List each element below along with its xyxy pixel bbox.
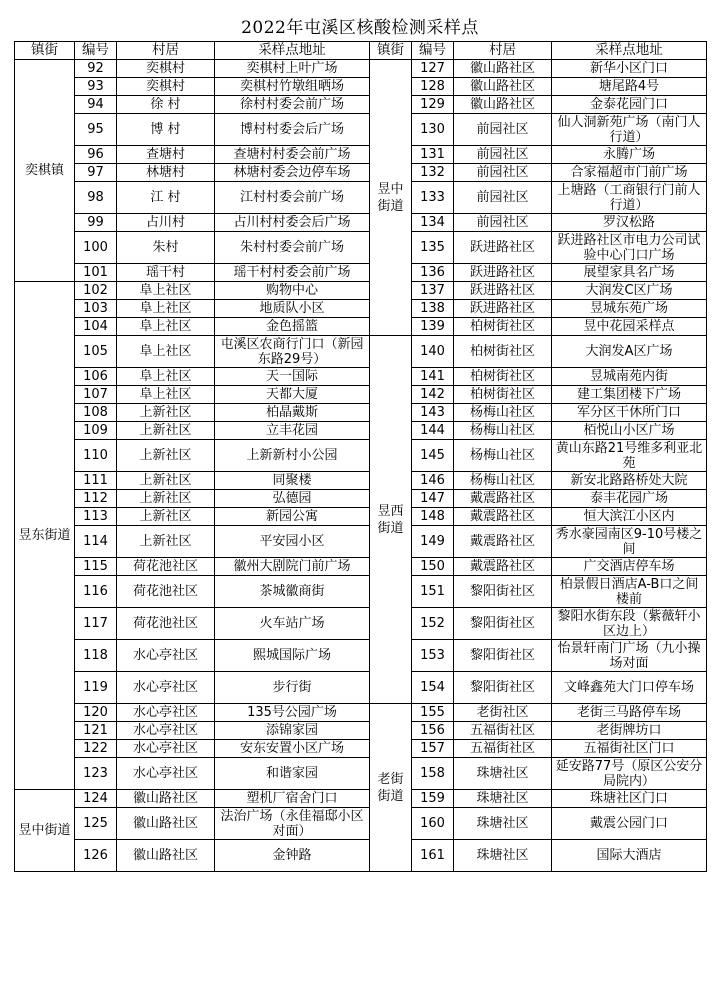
table-row bbox=[15, 232, 707, 264]
sample-address: 添锦家园 bbox=[215, 722, 370, 740]
village-name: 黎阳街社区 bbox=[454, 576, 552, 608]
table-row bbox=[15, 422, 707, 440]
village-name: 上新社区 bbox=[117, 404, 215, 422]
sample-address: 购物中心 bbox=[215, 282, 370, 300]
sample-number: 115 bbox=[75, 558, 117, 576]
sample-number: 144 bbox=[412, 422, 454, 440]
table-row bbox=[15, 490, 707, 508]
village-name: 水心亭社区 bbox=[117, 722, 215, 740]
sample-address: 泰丰花园广场 bbox=[552, 490, 707, 508]
table-row bbox=[15, 264, 707, 282]
sample-address: 地质队小区 bbox=[215, 300, 370, 318]
sample-address: 博村村委会后广场 bbox=[215, 114, 370, 146]
sample-number: 127 bbox=[412, 60, 454, 78]
sample-address: 昱城南苑内街 bbox=[552, 368, 707, 386]
village-name: 跃进路社区 bbox=[454, 232, 552, 264]
sample-address: 和谐家园 bbox=[215, 758, 370, 790]
table-row bbox=[15, 526, 707, 558]
sample-number: 151 bbox=[412, 576, 454, 608]
sample-address: 徐村村委会前广场 bbox=[215, 96, 370, 114]
header-village: 村居 bbox=[454, 42, 552, 60]
table-row bbox=[15, 508, 707, 526]
sample-number: 157 bbox=[412, 740, 454, 758]
sample-number: 109 bbox=[75, 422, 117, 440]
table-row bbox=[15, 318, 707, 336]
table-row bbox=[15, 386, 707, 404]
village-name: 五福街社区 bbox=[454, 740, 552, 758]
table-row bbox=[15, 704, 707, 722]
village-name: 上新社区 bbox=[117, 440, 215, 472]
sample-number: 138 bbox=[412, 300, 454, 318]
sample-address: 屯溪区农商行门口（新园东路29号） bbox=[215, 336, 370, 368]
village-name: 阜上社区 bbox=[117, 318, 215, 336]
sample-address: 奕棋村上叶广场 bbox=[215, 60, 370, 78]
village-name: 杨梅山社区 bbox=[454, 472, 552, 490]
village-name: 瑶干村 bbox=[117, 264, 215, 282]
sampling-points-table bbox=[14, 41, 707, 872]
sample-address: 老街牌坊口 bbox=[552, 722, 707, 740]
village-name: 水心亭社区 bbox=[117, 740, 215, 758]
table-row bbox=[15, 472, 707, 490]
sample-number: 111 bbox=[75, 472, 117, 490]
village-name: 前园社区 bbox=[454, 214, 552, 232]
sample-number: 107 bbox=[75, 386, 117, 404]
sample-number: 113 bbox=[75, 508, 117, 526]
table-row bbox=[15, 114, 707, 146]
table-row bbox=[15, 60, 707, 78]
village-name: 徽山路社区 bbox=[454, 78, 552, 96]
sample-number: 136 bbox=[412, 264, 454, 282]
table-row bbox=[15, 576, 707, 608]
sample-number: 142 bbox=[412, 386, 454, 404]
sample-address: 安东安置小区广场 bbox=[215, 740, 370, 758]
sample-address: 黄山东路21号维多利亚北苑 bbox=[552, 440, 707, 472]
sample-number: 122 bbox=[75, 740, 117, 758]
village-name: 占川村 bbox=[117, 214, 215, 232]
sample-number: 158 bbox=[412, 758, 454, 790]
sample-number: 128 bbox=[412, 78, 454, 96]
table-row bbox=[15, 282, 707, 300]
sample-address: 天一国际 bbox=[215, 368, 370, 386]
sample-number: 93 bbox=[75, 78, 117, 96]
sample-address: 黎阳水街东段（紫薇轩小区边上） bbox=[552, 608, 707, 640]
sample-address: 珠塘社区门口 bbox=[552, 790, 707, 808]
village-name: 老街社区 bbox=[454, 704, 552, 722]
town-cell-yudong: 昱东街道 bbox=[15, 282, 75, 790]
sample-number: 116 bbox=[75, 576, 117, 608]
sample-address: 江村村委会前广场 bbox=[215, 182, 370, 214]
sample-number: 106 bbox=[75, 368, 117, 386]
sample-address: 柏景假日酒店A-B口之间楼前 bbox=[552, 576, 707, 608]
table-row bbox=[15, 740, 707, 758]
village-name: 跃进路社区 bbox=[454, 300, 552, 318]
town-cell-yuzhong_left: 昱中街道 bbox=[15, 790, 75, 872]
sample-number: 132 bbox=[412, 164, 454, 182]
sample-address: 塑机厂宿舍门口 bbox=[215, 790, 370, 808]
sample-number: 103 bbox=[75, 300, 117, 318]
sample-number: 118 bbox=[75, 640, 117, 672]
sample-address: 新园公寓 bbox=[215, 508, 370, 526]
sample-number: 129 bbox=[412, 96, 454, 114]
sample-number: 156 bbox=[412, 722, 454, 740]
table-row bbox=[15, 722, 707, 740]
sample-number: 146 bbox=[412, 472, 454, 490]
sample-address: 塘尾路4号 bbox=[552, 78, 707, 96]
table-row bbox=[15, 164, 707, 182]
sample-address: 怡景轩南门广场（九小操场对面 bbox=[552, 640, 707, 672]
table-row bbox=[15, 558, 707, 576]
village-name: 奕棋村 bbox=[117, 60, 215, 78]
sample-number: 160 bbox=[412, 808, 454, 840]
sample-number: 100 bbox=[75, 232, 117, 264]
sample-number: 147 bbox=[412, 490, 454, 508]
village-name: 戴震路社区 bbox=[454, 558, 552, 576]
sample-address: 朱村村委会前广场 bbox=[215, 232, 370, 264]
header-num: 编号 bbox=[75, 42, 117, 60]
town-cell-yiqi: 奕棋镇 bbox=[15, 60, 75, 282]
village-name: 阜上社区 bbox=[117, 300, 215, 318]
village-name: 江 村 bbox=[117, 182, 215, 214]
sample-number: 135 bbox=[412, 232, 454, 264]
sample-number: 150 bbox=[412, 558, 454, 576]
sample-address: 查塘村村委会前广场 bbox=[215, 146, 370, 164]
village-name: 奕棋村 bbox=[117, 78, 215, 96]
header-village: 村居 bbox=[117, 42, 215, 60]
village-name: 徽山路社区 bbox=[117, 790, 215, 808]
village-name: 荷花池社区 bbox=[117, 608, 215, 640]
village-name: 徽山路社区 bbox=[454, 60, 552, 78]
document bbox=[14, 15, 706, 872]
table-row bbox=[15, 300, 707, 318]
village-name: 五福街社区 bbox=[454, 722, 552, 740]
village-name: 黎阳街社区 bbox=[454, 608, 552, 640]
village-name: 杨梅山社区 bbox=[454, 404, 552, 422]
town-cell-yuzhong_right: 昱中街道 bbox=[370, 60, 412, 336]
village-name: 荷花池社区 bbox=[117, 576, 215, 608]
sample-number: 141 bbox=[412, 368, 454, 386]
sample-number: 96 bbox=[75, 146, 117, 164]
village-name: 戴震路社区 bbox=[454, 526, 552, 558]
sample-address: 瑶干村村委会前广场 bbox=[215, 264, 370, 282]
sample-number: 95 bbox=[75, 114, 117, 146]
sample-number: 134 bbox=[412, 214, 454, 232]
village-name: 杨梅山社区 bbox=[454, 422, 552, 440]
village-name: 珠塘社区 bbox=[454, 808, 552, 840]
sample-number: 143 bbox=[412, 404, 454, 422]
table-row bbox=[15, 336, 707, 368]
sample-address: 广交酒店停车场 bbox=[552, 558, 707, 576]
sample-address: 合家福超市门前广场 bbox=[552, 164, 707, 182]
page-title: 2022年屯溪区核酸检测采样点 bbox=[241, 18, 479, 38]
village-name: 荷花池社区 bbox=[117, 558, 215, 576]
sample-address: 上塘路（工商银行门前人行道） bbox=[552, 182, 707, 214]
sample-number: 110 bbox=[75, 440, 117, 472]
table-row bbox=[15, 758, 707, 790]
table-row bbox=[15, 440, 707, 472]
village-name: 阜上社区 bbox=[117, 368, 215, 386]
sample-number: 121 bbox=[75, 722, 117, 740]
village-name: 珠塘社区 bbox=[454, 758, 552, 790]
sample-number: 114 bbox=[75, 526, 117, 558]
sample-number: 101 bbox=[75, 264, 117, 282]
sample-number: 139 bbox=[412, 318, 454, 336]
sample-number: 161 bbox=[412, 840, 454, 872]
sample-number: 119 bbox=[75, 672, 117, 704]
table-row bbox=[15, 790, 707, 808]
sample-address: 立丰花园 bbox=[215, 422, 370, 440]
sample-address: 步行街 bbox=[215, 672, 370, 704]
sample-number: 148 bbox=[412, 508, 454, 526]
village-name: 阜上社区 bbox=[117, 386, 215, 404]
table-row bbox=[15, 96, 707, 114]
village-name: 前园社区 bbox=[454, 164, 552, 182]
village-name: 阜上社区 bbox=[117, 336, 215, 368]
sample-number: 123 bbox=[75, 758, 117, 790]
sample-number: 108 bbox=[75, 404, 117, 422]
sample-number: 159 bbox=[412, 790, 454, 808]
sample-address: 大润发C区广场 bbox=[552, 282, 707, 300]
table-row bbox=[15, 640, 707, 672]
village-name: 博 村 bbox=[117, 114, 215, 146]
sample-number: 152 bbox=[412, 608, 454, 640]
sample-number: 154 bbox=[412, 672, 454, 704]
sample-address: 弘德园 bbox=[215, 490, 370, 508]
sample-address: 戴震公园门口 bbox=[552, 808, 707, 840]
sample-number: 102 bbox=[75, 282, 117, 300]
sample-address: 新安北路路桥处大院 bbox=[552, 472, 707, 490]
sample-address: 建工集团楼下广场 bbox=[552, 386, 707, 404]
sample-address: 昱城东苑广场 bbox=[552, 300, 707, 318]
sample-address: 金钟路 bbox=[215, 840, 370, 872]
village-name: 水心亭社区 bbox=[117, 758, 215, 790]
sample-number: 137 bbox=[412, 282, 454, 300]
table-header-row bbox=[15, 42, 707, 60]
sample-number: 92 bbox=[75, 60, 117, 78]
village-name: 柏树街社区 bbox=[454, 336, 552, 368]
sample-address: 永腾广场 bbox=[552, 146, 707, 164]
sample-number: 117 bbox=[75, 608, 117, 640]
sample-address: 上新新村小公园 bbox=[215, 440, 370, 472]
sample-address: 大润发A区广场 bbox=[552, 336, 707, 368]
village-name: 前园社区 bbox=[454, 114, 552, 146]
village-name: 阜上社区 bbox=[117, 282, 215, 300]
sample-number: 99 bbox=[75, 214, 117, 232]
table-row bbox=[15, 672, 707, 704]
village-name: 前园社区 bbox=[454, 182, 552, 214]
sample-address: 文峰鑫苑大门口停车场 bbox=[552, 672, 707, 704]
sample-address: 秀水豪园南区9-10号楼之间 bbox=[552, 526, 707, 558]
header-town: 镇街 bbox=[15, 42, 75, 60]
sample-address: 柏晶戴斯 bbox=[215, 404, 370, 422]
table-row bbox=[15, 808, 707, 840]
village-name: 杨梅山社区 bbox=[454, 440, 552, 472]
sample-address: 老街三马路停车场 bbox=[552, 704, 707, 722]
village-name: 林塘村 bbox=[117, 164, 215, 182]
village-name: 上新社区 bbox=[117, 490, 215, 508]
village-name: 柏树街社区 bbox=[454, 386, 552, 404]
village-name: 上新社区 bbox=[117, 472, 215, 490]
header-num: 编号 bbox=[412, 42, 454, 60]
sample-number: 120 bbox=[75, 704, 117, 722]
sample-number: 105 bbox=[75, 336, 117, 368]
header-address: 采样点地址 bbox=[552, 42, 707, 60]
village-name: 前园社区 bbox=[454, 146, 552, 164]
sample-address: 法治广场（永佳福邸小区对面） bbox=[215, 808, 370, 840]
sample-address: 同聚楼 bbox=[215, 472, 370, 490]
village-name: 查塘村 bbox=[117, 146, 215, 164]
village-name: 跃进路社区 bbox=[454, 282, 552, 300]
sample-number: 133 bbox=[412, 182, 454, 214]
village-name: 上新社区 bbox=[117, 508, 215, 526]
village-name: 徐 村 bbox=[117, 96, 215, 114]
sample-number: 153 bbox=[412, 640, 454, 672]
sample-address: 恒大滨江小区内 bbox=[552, 508, 707, 526]
sample-address: 展望家具名广场 bbox=[552, 264, 707, 282]
sample-number: 145 bbox=[412, 440, 454, 472]
sample-address: 火车站广场 bbox=[215, 608, 370, 640]
village-name: 跃进路社区 bbox=[454, 264, 552, 282]
sample-address: 徽州大剧院门前广场 bbox=[215, 558, 370, 576]
village-name: 上新社区 bbox=[117, 526, 215, 558]
sample-number: 155 bbox=[412, 704, 454, 722]
village-name: 水心亭社区 bbox=[117, 704, 215, 722]
sample-address: 五福街社区门口 bbox=[552, 740, 707, 758]
sample-address: 新华小区门口 bbox=[552, 60, 707, 78]
sample-number: 126 bbox=[75, 840, 117, 872]
table-row bbox=[15, 78, 707, 96]
sample-number: 140 bbox=[412, 336, 454, 368]
village-name: 戴震路社区 bbox=[454, 490, 552, 508]
town-cell-laojie: 老街街道 bbox=[370, 704, 412, 872]
sample-number: 98 bbox=[75, 182, 117, 214]
village-name: 徽山路社区 bbox=[117, 808, 215, 840]
sample-number: 97 bbox=[75, 164, 117, 182]
sample-address: 熙城国际广场 bbox=[215, 640, 370, 672]
sample-address: 跃进路社区市电力公司试验中心门口广场 bbox=[552, 232, 707, 264]
table-row bbox=[15, 840, 707, 872]
table-row bbox=[15, 182, 707, 214]
sample-number: 104 bbox=[75, 318, 117, 336]
sample-address: 奕棋村竹墩组晒场 bbox=[215, 78, 370, 96]
village-name: 水心亭社区 bbox=[117, 640, 215, 672]
sample-number: 125 bbox=[75, 808, 117, 840]
sample-address: 135号公园广场 bbox=[215, 704, 370, 722]
header-address: 采样点地址 bbox=[215, 42, 370, 60]
table-row bbox=[15, 404, 707, 422]
sample-address: 占川村村委会后广场 bbox=[215, 214, 370, 232]
village-name: 戴震路社区 bbox=[454, 508, 552, 526]
sample-address: 国际大酒店 bbox=[552, 840, 707, 872]
sample-address: 平安园小区 bbox=[215, 526, 370, 558]
sample-address: 林塘村委会边停车场 bbox=[215, 164, 370, 182]
village-name: 徽山路社区 bbox=[117, 840, 215, 872]
village-name: 珠塘社区 bbox=[454, 840, 552, 872]
village-name: 黎阳街社区 bbox=[454, 672, 552, 704]
village-name: 上新社区 bbox=[117, 422, 215, 440]
town-cell-yuxi: 昱西街道 bbox=[370, 336, 412, 704]
sample-address: 茶城徽商街 bbox=[215, 576, 370, 608]
village-name: 柏树街社区 bbox=[454, 368, 552, 386]
sample-address: 金泰花园门口 bbox=[552, 96, 707, 114]
sample-address: 军分区干休所门口 bbox=[552, 404, 707, 422]
sample-address: 金色摇篮 bbox=[215, 318, 370, 336]
sample-address: 栢悦山小区广场 bbox=[552, 422, 707, 440]
village-name: 朱村 bbox=[117, 232, 215, 264]
table-body bbox=[15, 60, 707, 872]
table-row bbox=[15, 608, 707, 640]
sample-number: 130 bbox=[412, 114, 454, 146]
header-town: 镇街 bbox=[370, 42, 412, 60]
table-row bbox=[15, 146, 707, 164]
sample-address: 天都大厦 bbox=[215, 386, 370, 404]
village-name: 珠塘社区 bbox=[454, 790, 552, 808]
sample-address: 延安路77号（原区公安分局院内） bbox=[552, 758, 707, 790]
sample-address: 昱中花园采样点 bbox=[552, 318, 707, 336]
table-row bbox=[15, 368, 707, 386]
sample-address: 仙人洞新苑广场（南门人行道） bbox=[552, 114, 707, 146]
village-name: 水心亭社区 bbox=[117, 672, 215, 704]
sample-number: 131 bbox=[412, 146, 454, 164]
sample-number: 112 bbox=[75, 490, 117, 508]
sample-address: 罗汉松路 bbox=[552, 214, 707, 232]
village-name: 黎阳街社区 bbox=[454, 640, 552, 672]
sample-number: 149 bbox=[412, 526, 454, 558]
village-name: 柏树街社区 bbox=[454, 318, 552, 336]
table-row bbox=[15, 214, 707, 232]
sample-number: 94 bbox=[75, 96, 117, 114]
village-name: 徽山路社区 bbox=[454, 96, 552, 114]
sample-number: 124 bbox=[75, 790, 117, 808]
